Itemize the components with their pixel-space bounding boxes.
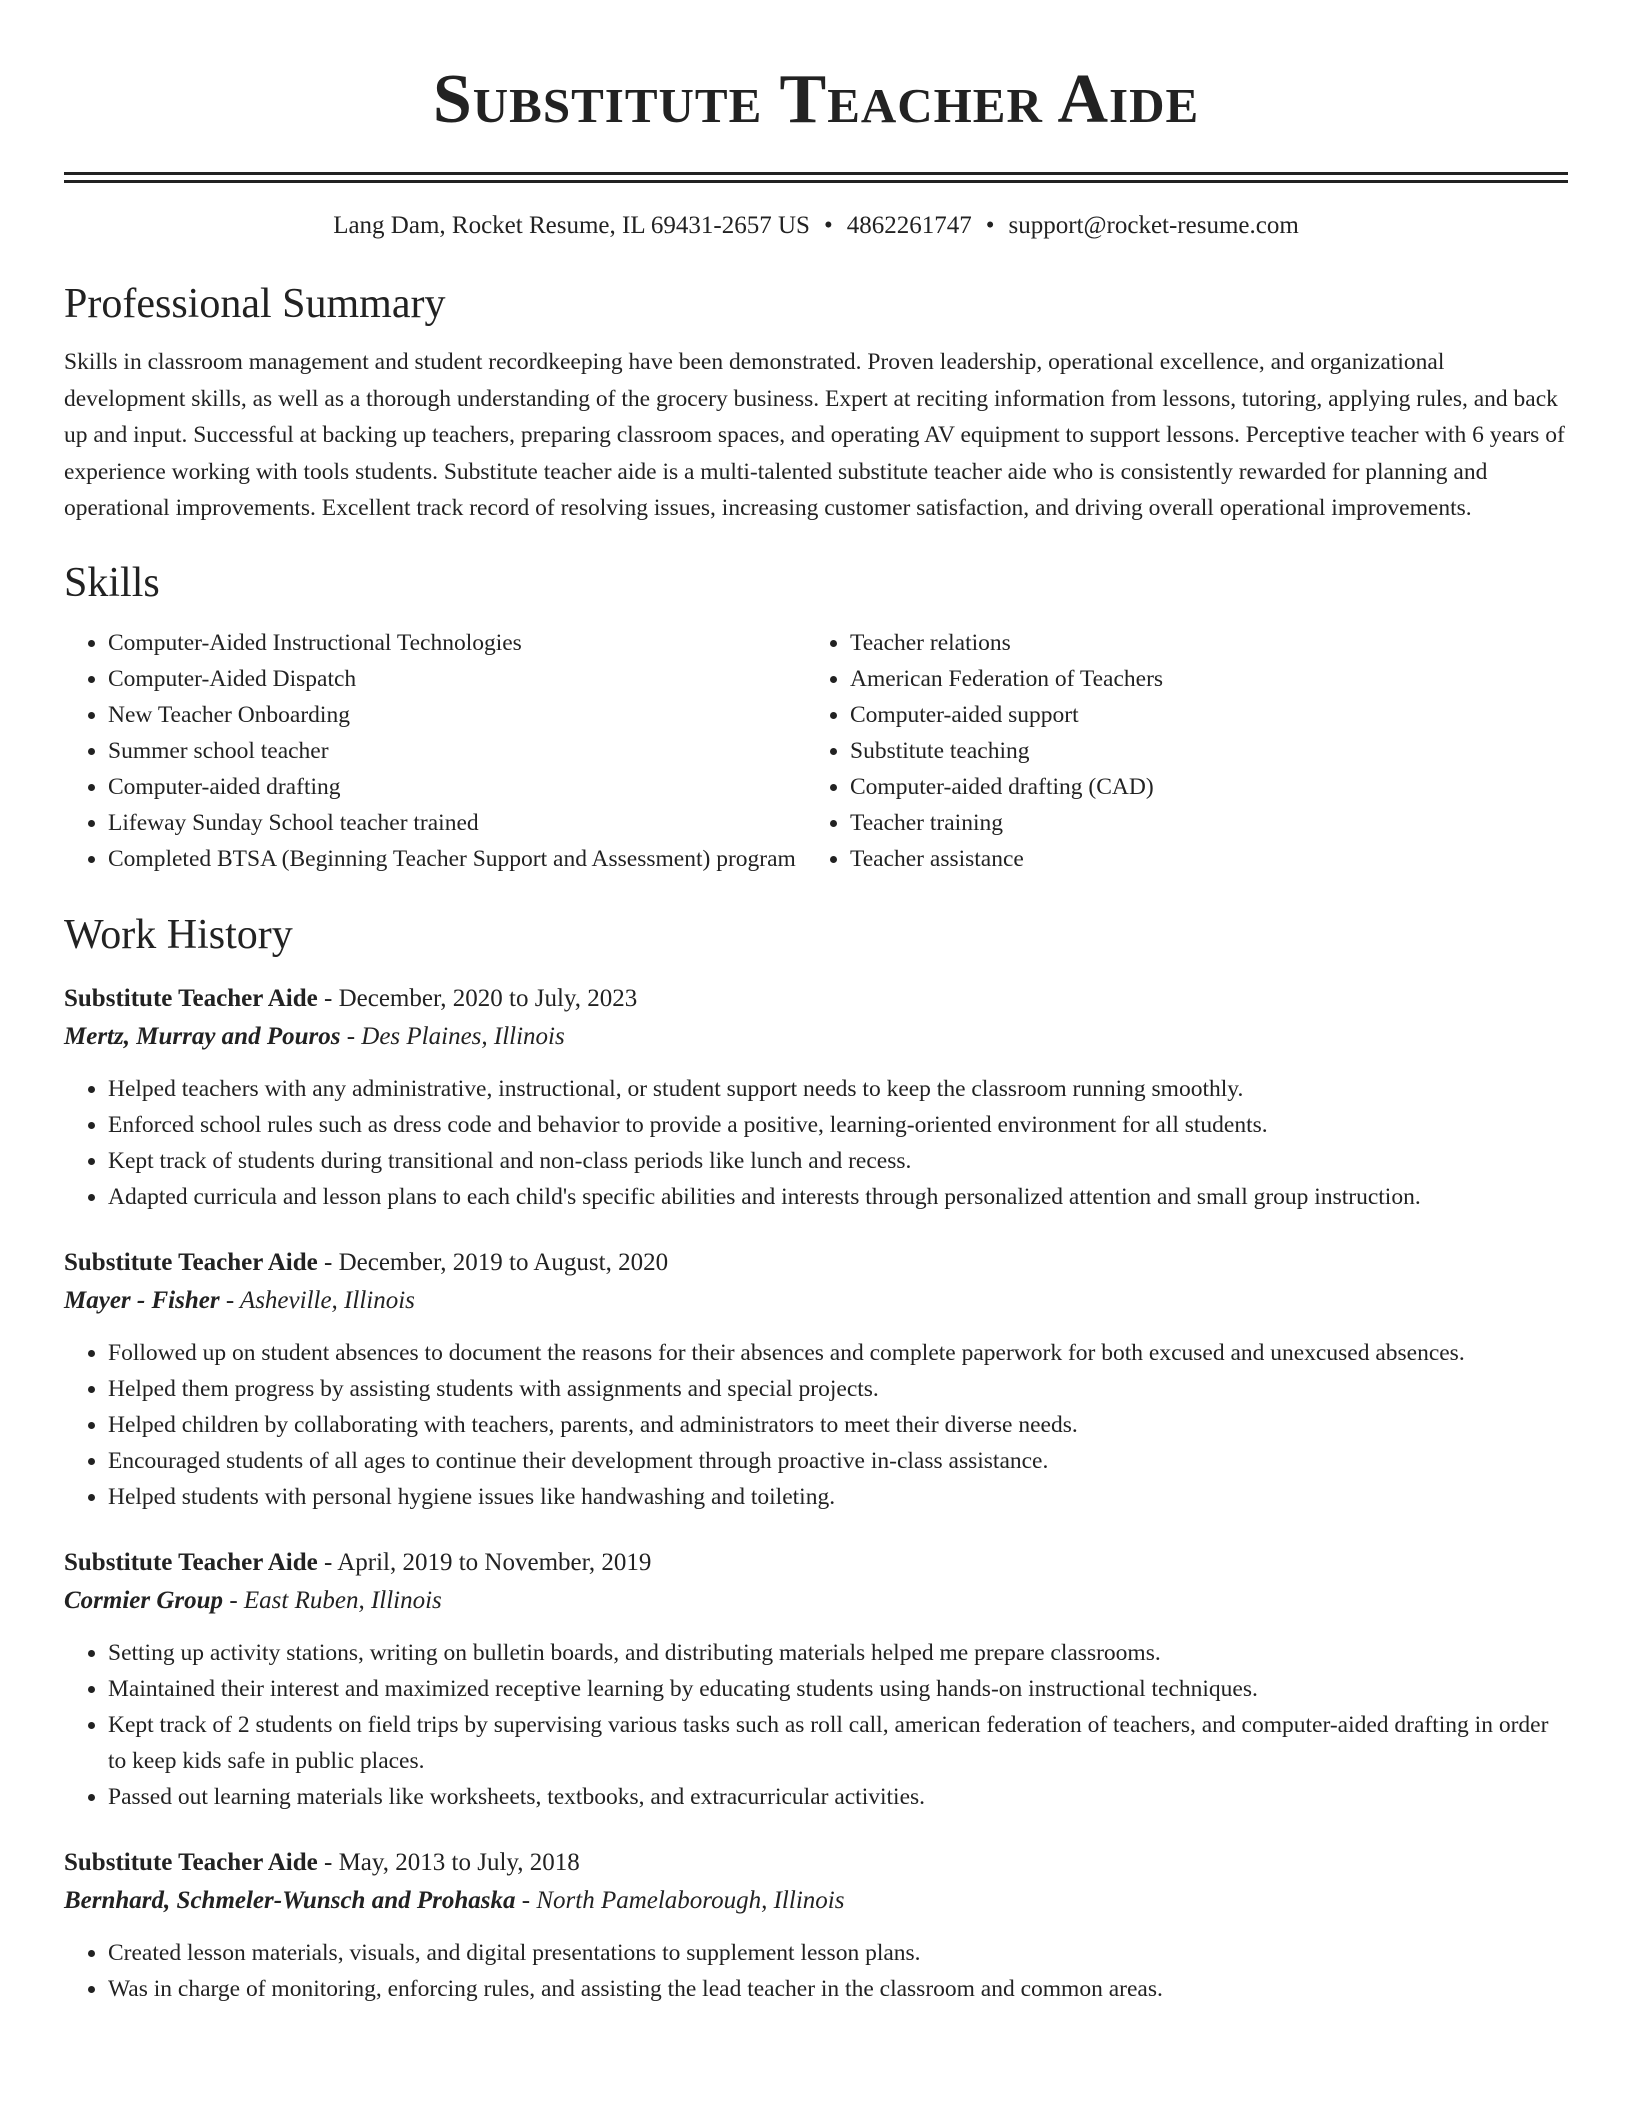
skill-item: • Substitute teaching <box>850 733 1566 769</box>
job-entry <box>64 1844 1568 2007</box>
contact-separator: • <box>823 212 833 239</box>
skill-item: • Computer-Aided Instructional Technologies <box>108 625 806 661</box>
skill-item: • Computer-aided support <box>850 697 1566 733</box>
job-entry <box>64 980 1568 1215</box>
job-dates: - December, 2020 to July, 2023 <box>317 984 638 1012</box>
company-line <box>64 1018 1568 1056</box>
job-bullet: • Helped teachers with any administrative, instructional, or student support needs to keep the classroom running smoothly. <box>108 1071 1568 1107</box>
skill-item: • Summer school teacher <box>108 733 806 769</box>
job-title: Substitute Teacher Aide <box>64 1848 318 1876</box>
skill-item: • Teacher relations <box>850 625 1566 661</box>
job-bullet: • Followed up on student absences to document the reasons for their absences and complete paperwork for both excused and unexcused absences. <box>108 1335 1568 1371</box>
skill-item: • Computer-aided drafting <box>108 769 806 805</box>
company-name: Mayer - Fisher <box>64 1286 220 1314</box>
section-heading-skills: Skills <box>64 559 160 606</box>
job-bullet: • Kept track of students during transitional and non-class periods like lunch and recess. <box>108 1143 1568 1179</box>
job-bullet: • Enforced school rules such as dress code and behavior to provide a positive, learning-oriented environment for all students. <box>108 1107 1568 1143</box>
job-title-line <box>64 1544 1568 1582</box>
skill-item: • New Teacher Onboarding <box>108 697 806 733</box>
skill-item: • Computer-aided drafting (CAD) <box>850 769 1566 805</box>
job-dates: - April, 2019 to November, 2019 <box>317 1548 652 1576</box>
resume-name: Substitute Teacher Aide <box>432 61 1200 138</box>
skills-section <box>64 558 1568 877</box>
section-heading-work: Work History <box>64 911 293 958</box>
contact-email[interactable]: support@rocket-resume.com <box>1008 212 1299 239</box>
job-bullet: • Helped them progress by assisting students with assignments and special projects. <box>108 1371 1568 1407</box>
job-bullet: • Setting up activity stations, writing on bulletin boards, and distributing materials helped me prepare classrooms. <box>108 1635 1568 1671</box>
job-bullet: • Kept track of 2 students on field trips by supervising various tasks such as roll call, american federation of teachers, and computer-aided drafting in order to keep kids safe in public places. <box>108 1707 1568 1779</box>
company-location: - Asheville, Illinois <box>219 1286 415 1314</box>
job-entry <box>64 1544 1568 1815</box>
job-bullet: • Was in charge of monitoring, enforcing rules, and assisting the lead teacher in the classroom and common areas. <box>108 1971 1568 2007</box>
job-bullets <box>64 1935 1568 2007</box>
company-line <box>64 1882 1568 1920</box>
job-title: Substitute Teacher Aide <box>64 984 318 1012</box>
job-bullet: • Helped children by collaborating with teachers, parents, and administrators to meet their diverse needs. <box>108 1407 1568 1443</box>
job-dates: - December, 2019 to August, 2020 <box>317 1248 669 1276</box>
company-line <box>64 1582 1568 1620</box>
skill-item: • Teacher assistance <box>850 841 1566 877</box>
company-location: - North Pamelaborough, Illinois <box>515 1886 845 1914</box>
job-bullets <box>64 1635 1568 1815</box>
contact-separator: • <box>985 212 995 239</box>
job-dates: - May, 2013 to July, 2018 <box>317 1848 580 1876</box>
contact-line <box>64 209 1568 243</box>
company-name: Cormier Group <box>64 1586 224 1614</box>
job-title: Substitute Teacher Aide <box>64 1248 318 1276</box>
professional-summary-section <box>64 279 1568 527</box>
job-title-line <box>64 980 1568 1018</box>
skill-item: • Computer-Aided Dispatch <box>108 661 806 697</box>
job-bullet: • Helped students with personal hygiene issues like handwashing and toileting. <box>108 1479 1568 1515</box>
job-bullet: • Created lesson materials, visuals, and digital presentations to supplement lesson plans. <box>108 1935 1568 1971</box>
job-title-line <box>64 1844 1568 1882</box>
job-bullet: • Passed out learning materials like worksheets, textbooks, and extracurricular activities. <box>108 1779 1568 1815</box>
contact-phone: 4862261747 <box>846 212 972 239</box>
section-heading-summary: Professional Summary <box>64 281 446 327</box>
job-bullet: • Maintained their interest and maximized receptive learning by educating students using hands-on instructional techniques. <box>108 1671 1568 1707</box>
skill-item: • Completed BTSA (Beginning Teacher Support and Assessment) program <box>108 841 806 877</box>
job-title-line <box>64 1244 1568 1282</box>
job-bullets <box>64 1071 1568 1215</box>
company-line <box>64 1282 1568 1320</box>
skills-columns <box>64 625 1568 877</box>
header-divider <box>64 172 1568 183</box>
job-bullets <box>64 1335 1568 1515</box>
skills-list-right <box>806 625 1566 877</box>
contact-address: Lang Dam, Rocket Resume, IL 69431-2657 US <box>333 212 810 239</box>
skill-item: • Lifeway Sunday School teacher trained <box>108 805 806 841</box>
job-bullet: • Adapted curricula and lesson plans to each child's specific abilities and interests through personalized attention and small group instruction. <box>108 1179 1568 1215</box>
job-entry <box>64 1244 1568 1515</box>
company-name: Bernhard, Schmeler-Wunsch and Prohaska <box>64 1886 516 1914</box>
company-name: Mertz, Murray and Pouros <box>64 1022 341 1050</box>
job-bullet: • Encouraged students of all ages to continue their development through proactive in-class assistance. <box>108 1443 1568 1479</box>
skill-item: • Teacher training <box>850 805 1566 841</box>
skill-item: • American Federation of Teachers <box>850 661 1566 697</box>
summary-text: Skills in classroom management and student recordkeeping have been demonstrated. Proven leadership, operational excellence, and organizational development skills, as well as a thorough understanding of the grocery business. Expert at reciting information from lessons, tutoring, applying rules, and back up and input. Successful at backing up teachers, preparing classroom spaces, and operating AV equipment to support lessons. Perceptive teacher with 6 years of experience working with tools students. Substitute teacher aide is a multi-talented substitute teacher aide who is consistently rewarded for planning and operational improvements. Excellent track record of resolving issues, increasing customer satisfaction, and driving overall operational improvements. <box>64 349 1565 521</box>
company-location: - East Ruben, Illinois <box>223 1586 442 1614</box>
skills-list-left <box>64 625 806 877</box>
work-history-section <box>64 910 1568 2007</box>
company-location: - Des Plaines, Illinois <box>340 1022 565 1050</box>
job-title: Substitute Teacher Aide <box>64 1548 318 1576</box>
